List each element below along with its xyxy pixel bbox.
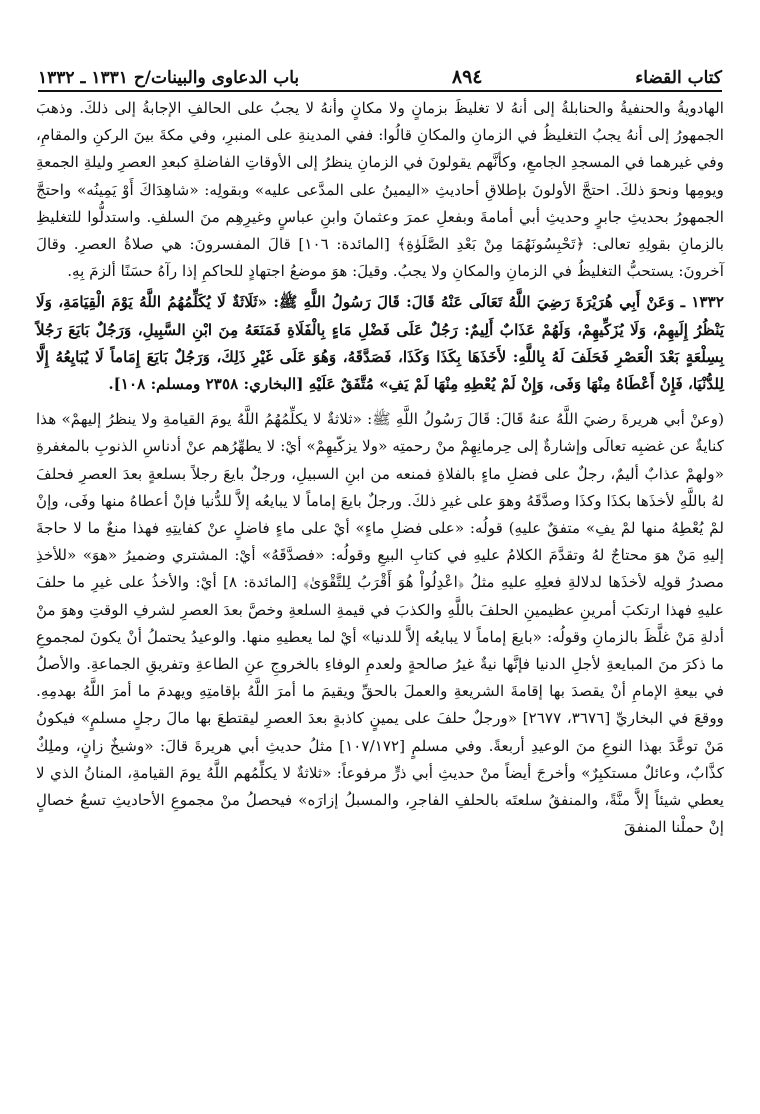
- header-rule: [38, 90, 722, 92]
- hadith-number: ١٣٣٢ ـ: [680, 293, 724, 312]
- discussion-paragraph: الهادويةُ والحنفيةُ والحنابلةُ إلى أنهُ لا تغليظَ بزمانٍ ولا مكانٍ وأنهُ لا يجبُ على الحالفِ الإجابةُ إلى ذلكَ. وذهبَ الجمهورُ إلى أنهُ يجبُ التغليظُ في الزمانِ والمكانِ قالُوا: ففي المدينةِ على المنبرِ، وفي مكةَ بينَ الركنِ والمقامِ، وفي غيرهما في المسجدِ الجامعِ، وكأنَّهم يقولونَ في الزمانِ ينظرُ إلى الأوقاتِ الفاضلةِ كبعدِ العصرِ وليلةِ الجمعةِ ويومِها ونحوَ ذلكَ. احتجَّ الأولونَ بإطلاقِ أحاديثِ «اليمينُ على المدَّعى عليه» وبقولِه: «شاهِدَاكَ أَوْ يَمِينُه» واحتجَّ الجمهورُ بحديثِ جابرٍ وحديثِ أبي أمامةَ وبفعلِ عمرَ وعثمانَ وابنِ عباسٍ وغيرِهِم منَ السلفِ. واستدلُّوا للتغليظِ بالزمانِ بقولِهِ تعالى: ﴿تَحْبِسُونَهُمَا مِنْ بَعْدِ الصَّلَوٰةِ﴾ [المائدة: ١٠٦] قالَ المفسرونَ: هي صلاةُ العصرِ. وقالَ آخرونَ: يستحبُّ التغليظُ في الزمانِ والمكانِ ولا يجبُ. وقيلَ: هوَ موضعُ اجتهادٍ للحاكمِ إذا رآهُ حسَنًا ألزمَ بِهِ.: [36, 99, 724, 281]
- book-title: كتاب القضاء: [635, 68, 722, 88]
- commentary-paragraph: (وعنْ أبي هريرةَ رضيَ اللَّهُ عنهُ قَالَ: قَالَ رَسُولُ اللَّهِ ﷺ: «ثلاثةٌ لا يكلِّمُهُمُ اللَّهُ يومَ القيامةِ ولا ينظرُ إليهمْ» هذا كنايةٌ عن غضبِه تعالَى وإشارةٌ إلى حِرمانِهِمْ منْ رحمتِه «ولا يزكّيهِمْ» أيْ: لا يطهِّرُهم عنْ أدناسِ الذنوبِ بالمغفرةِ «ولهمْ عذابٌ أليمٌ، رجلٌ على فضلِ ماءٍ بالفلاةِ فمنعه من ابنِ السبيلِ، ورجلٌ بايعَ رجلاً بسلعةٍ بعدَ العصرِ فحلفَ لهُ باللَّهِ لأخذَها بكذَا وكذَا وصدَّقَهُ وهوَ على غيرِ ذلكَ. ورجلٌ بايعَ إماماً لا يبايعُه إلاَّ للدُّنيا فإنْ أعطاهُ منها وفَى، وإنْ لمْ يُعْطِهُ منها لمْ يفِ» متفقٌ عليهِ) قولُه: «على فضلِ ماءٍ» أيْ على ماءٍ فاضلٍ عنْ كفايتِهِ فهذا منعٌ ما لا حاجةَ إليهِ مَنْ هوَ محتاجٌ لهُ وتقدَّمَ الكلامُ عليهِ في كتابِ البيعِ وقولُه: «فصدَّقَهُ» أيْ: المشتري وضميرُ «هوَ» «للأخذِ مصدرُ قولِه لأخذَها لدلالةِ فعلِهِ عليهِ مثلُ ﴿اعْدِلُواْ هُوَ أَقْرَبُ لِلتَّقْوَىٰ﴾ [المائدة: ٨] أيْ: والأخذُ على غيرِ ما حلفَ عليهِ فهذا ارتكبَ أمرينِ عظيمينِ الحلفَ باللَّهِ والكذبَ في قيمةِ السلعةِ وخصَّ بعدَ العصرِ لشرفِ الوقتِ وهوَ منْ أدلةِ مَنْ غلَّظَ بالزمانِ وقولُه: «بايعَ إماماً لا يبايعُه إلاَّ للدنيا» أيْ لما يعطيهِ منها. والوعيدُ يحتملُ أنْ يكونَ لمجموعِ ما ذكرَ منَ المبايعةِ لأجلِ الدنيا فإنَّها نيةٌ غيرُ صالحةٍ ولعدمِ الوفاءِ بالخروجِ عنِ الطاعةِ وتفريقِ الجماعةِ. والأصلُ في بيعةِ الإمامِ أنْ يقصدَ بها إقامةَ الشريعةِ والعملَ بالحقِّ ويقيمَ ما أمرَ اللَّهُ بإقامتِهِ ويهدمَ ما أمرَ اللَّهُ بهدمِهِ. ووقعَ في البخاريِّ [٣٦٧٦، ٢٦٧٧] «ورجلٌ حلفَ على يمينٍ كاذبةٍ بعدَ العصرِ ليقتطعَ بها مالَ رجلٍ مسلمٍ» فيكونُ مَنْ توعَّدَ بهذا النوعِ منَ الوعيدِ أربعةً. وفي مسلمٍ [١٠٧/١٧٢] مثلُ حديثِ أبي هريرةَ قالَ: «وشيخٌ زانٍ، وملِكٌ كذَّابٌ، وعائلٌ مستكبِرٌ» وأخرجَ أيضاً منْ حديثِ أبي ذرٍّ مرفوعاً: «ثلاثةٌ لا يكلِّمُهم اللَّهُ يومَ القيامةِ، المنانُ الذي لا يعطي شيئاً إلاَّ منَّةً، والمنفقُ سلعتَه بالحلفِ الفاجرِ، والمسبلُ إزارَه» فيحصلُ منْ مجموعِ الأحاديثِ تسعُ خصالٍ إنْ حملْنا المنفقَ: [36, 410, 724, 837]
- page-body: [36, 95, 724, 841]
- page-number: ٨٩٤: [451, 66, 483, 88]
- running-header: [38, 58, 722, 88]
- hadith-text: وَعَنْ أَبِي هُرَيْرَةَ رَضِيَ اللَّهُ تَعَالَى عَنْهُ قَالَ: قَالَ رَسُولُ اللَّهِ ﷺ: «ثَلَاثَةٌ لَا يُكَلِّمُهُمُ اللَّهُ يَوْمَ الْقِيَامَةِ، وَلَا يَنْظُرُ إِلَيهِمْ، وَلَا يُزَكِّيهِمْ، وَلَهُمْ عَذَابٌ أَلِيمٌ: رَجُلٌ عَلَى فَضْلِ مَاءٍ بِالْفَلَاةِ فَمَنَعَهُ مِنَ ابْنِ السَّبِيلِ، وَرَجُلٌ بَايَعَ رَجُلاً بِسِلْعَةٍ بَعْدَ الْعَصْرِ فَحَلَفَ لَهُ بِاللَّهِ: لأَخَذَهَا بِكَذَا وَكَذَا، فَصَدَّقَهُ، وَهُوَ عَلَى غَيْرِ ذَلِكَ، وَرَجُلٌ بَايَعَ إِمَاماً لَا يُبَايِعُهُ إِلَّا لِلدُّنْيَا، فَإِنْ أَعْطَاهُ مِنْهَا وَفَى، وَإِنْ لَمْ يُعْطِهِ مِنْهَا لَمْ يَفِ» مُتَّفَقٌ عَلَيْهِ [البخاري: ٢٣٥٨ ومسلم: ١٠٨].: [36, 293, 724, 394]
- chapter-title: باب الدعاوى والبينات/ح ١٣٣١ ـ ١٣٣٢: [38, 68, 300, 88]
- hadith-paragraph: [36, 289, 724, 398]
